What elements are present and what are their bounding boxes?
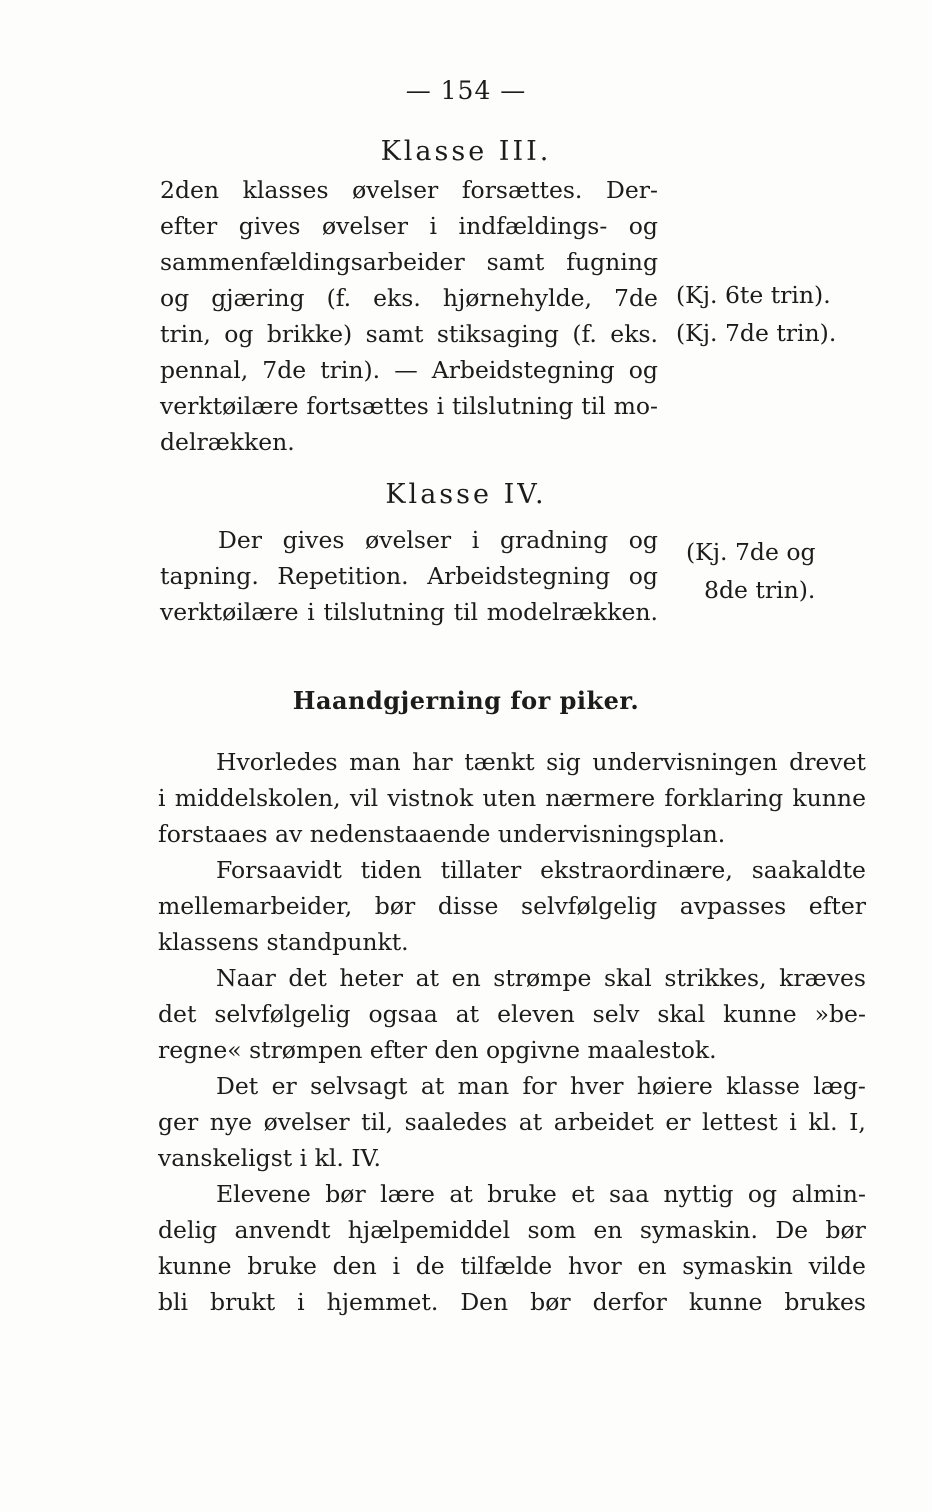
text-line: og gjæring (f. eks. hjørnehylde, 7de (160, 284, 658, 312)
heading-klasse-4: Klasse IV. (385, 479, 547, 510)
text-line: Der gives øvelser i gradning og (218, 526, 658, 554)
piker-body-text (158, 744, 866, 1320)
paragraph (158, 960, 866, 1068)
text-line: i middelskolen, vil vistnok uten nærmere forklaring kunne (158, 784, 866, 812)
text-line: klassens standpunkt. (158, 928, 409, 956)
text-line: verktøilære i tilslutning til modelrækken. (160, 598, 658, 626)
text-line: 2den klasses øvelser forsættes. Der- (160, 176, 658, 204)
text-line: Naar det heter at en strømpe skal strikkes, kræves (216, 964, 866, 992)
margin-note: 8de trin). (704, 576, 816, 604)
text-line: bli brukt i hjemmet. Den bør derfor kunne brukes (158, 1288, 866, 1316)
page-number: — 154 — (405, 76, 527, 105)
text-line: ger nye øvelser til, saaledes at arbeidet er lettest i kl. I, (158, 1108, 866, 1136)
text-line: det selvfølgelig ogsaa at eleven selv skal kunne »be- (158, 1000, 866, 1028)
text-line: trin, og brikke) samt stiksaging (f. eks. (160, 320, 658, 348)
margin-note: (Kj. 6te trin). (676, 281, 831, 309)
klasse-4-text (160, 522, 658, 630)
text-line: delrækken. (160, 428, 295, 456)
heading-haandgjerning-piker: Haandgjerning for piker. (292, 686, 640, 715)
paragraph (158, 1176, 866, 1320)
paragraph (158, 852, 866, 960)
text-line: regne« strømpen efter den opgivne maalestok. (158, 1036, 717, 1064)
text-line: forstaaes av nedenstaaende undervisningsplan. (158, 820, 726, 848)
text-line: vanskeligst i kl. IV. (158, 1144, 381, 1172)
paragraph (158, 744, 866, 852)
margin-note: (Kj. 7de og (686, 538, 816, 566)
text-line: Hvorledes man har tænkt sig undervisningen drevet (216, 748, 866, 776)
text-line: pennal, 7de trin). — Arbeidstegning og (160, 356, 658, 384)
text-line: verktøilære fortsættes i tilslutning til mo- (160, 392, 658, 420)
text-line: delig anvendt hjælpemiddel som en symaskin. De bør (158, 1216, 866, 1244)
text-line: Forsaavidt tiden tillater ekstraordinære, saakaldte (216, 856, 866, 884)
heading-klasse-3: Klasse III. (380, 136, 552, 167)
text-line: Det er selvsagt at man for hver høiere klasse læg- (216, 1072, 866, 1100)
text-line: sammenfældingsarbeider samt fugning (160, 248, 658, 276)
text-line: kunne bruke den i de tilfælde hvor en symaskin vilde (158, 1252, 866, 1280)
text-line: efter gives øvelser i indfældings- og (160, 212, 658, 240)
margin-note: (Kj. 7de trin). (676, 319, 837, 347)
text-line: Elevene bør lære at bruke et saa nyttig og almin- (216, 1180, 866, 1208)
paragraph (158, 1068, 866, 1176)
text-line: mellemarbeider, bør disse selvfølgelig avpasses efter (158, 892, 866, 920)
klasse-3-text (160, 172, 658, 460)
text-line: tapning. Repetition. Arbeidstegning og (160, 562, 658, 590)
